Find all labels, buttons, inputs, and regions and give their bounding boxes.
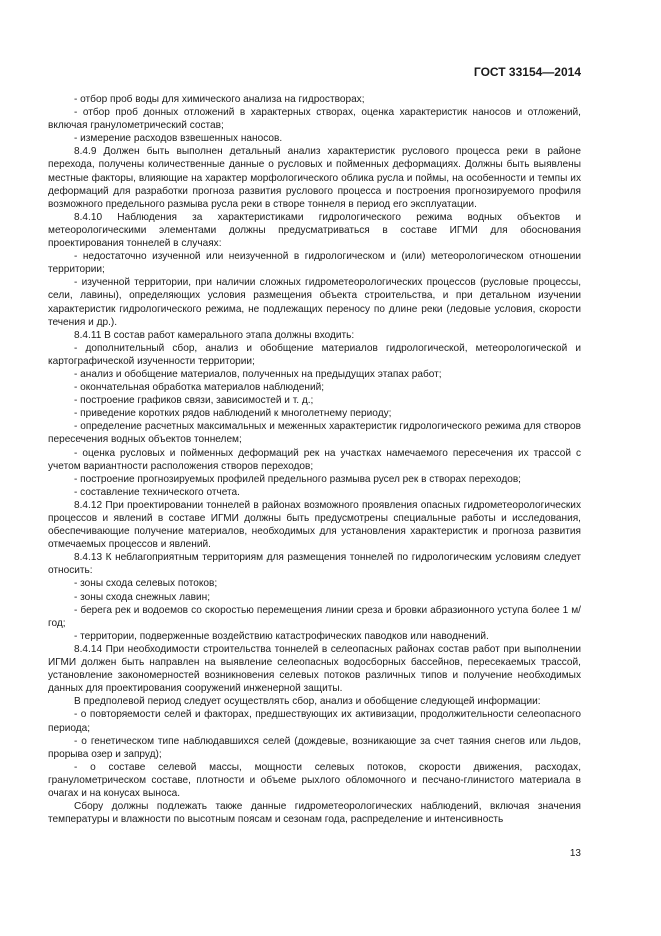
clause-8-4-13: 8.4.13 К неблагоприятным территориям для размещения тоннелей по гидрологическим условиям следует относить:	[48, 552, 581, 577]
paragraph: - построение прогнозируемых профилей предельного размыва русел рек в створах переходов;	[74, 473, 521, 485]
paragraph: - оценка русловых и пойменных деформаций рек на участках намечаемого пересечения их трассой с учетом вариантности расположения створов переходов;	[48, 447, 581, 472]
paragraph: - приведение коротких рядов наблюдений к многолетнему периоду;	[74, 408, 392, 420]
paragraph: В предполевой период следует осуществлять сбор, анализ и обобщение следующей информации:	[74, 696, 541, 708]
paragraph: - о генетическом типе наблюдавшихся селей (дождевые, возникающие за счет таяния снегов или льдов, прорыва озер и запруд);	[48, 735, 581, 760]
paragraph: - о составе селевой массы, мощности селевых потоков, скорости движения, расходах, гранулометрическом составе, плотности и объеме рыхлого обломочного и песчано-глинистого материала в очагах и на конусах выноса.	[48, 761, 581, 799]
paragraph: - измерение расходов взвешенных наносов.	[74, 133, 283, 145]
paragraph: - дополнительный сбор, анализ и обобщение материалов гидрологической, метеорологической и картографической изученности территории;	[48, 342, 581, 367]
document-body	[48, 93, 581, 826]
paragraph: - берега рек и водоемов со скоростью перемещения линии среза и бровки абразионного уступа более 1 м/год;	[48, 604, 581, 629]
paragraph: - составление технического отчета.	[74, 486, 240, 498]
paragraph: - отбор проб воды для химического анализа на гидростворах;	[74, 94, 365, 105]
paragraph: - территории, подверженные воздействию катастрофических паводков или наводнений.	[74, 630, 489, 642]
paragraph: - зоны схода селевых потоков;	[74, 578, 218, 590]
clause-8-4-9: 8.4.9 Должен быть выполнен детальный анализ характеристик руслового процесса реки в районе перехода, получены количественные данные о русловых и пойменных деформациях. Должны быть выявлены местные факторы, влияющие на характер морфологического облика русла и поймы, на особенности и темпы их деформаций для разработки прогноза развития руслового процесса и построения прогнозируемого профиля возможного предельного размыва русла реки в створе тоннеля в период его эксплуатации.	[48, 146, 581, 210]
paragraph: - определение расчетных максимальных и меженных характеристик гидрологического режима для створов пересечения водных объектов тоннелем;	[48, 421, 581, 446]
paragraph: - отбор проб донных отложений в характерных створах, оценка характеристик наносов и отложений, включая гранулометрический состав;	[48, 107, 581, 132]
paragraph: - анализ и обобщение материалов, полученных на предыдущих этапах работ;	[74, 368, 442, 380]
paragraph: - недостаточно изученной или неизученной в гидрологическом и (или) метеорологическом отношении территории;	[48, 251, 581, 276]
paragraph: Сбору должны подлежать также данные гидрометеорологических наблюдений, включая значения температуры и влажности по высотным поясам и сезонам года, распределение и интенсивность	[48, 801, 581, 826]
clause-8-4-10: 8.4.10 Наблюдения за характеристиками гидрологического режима водных объектов и метеорологическими элементами должны предусматриваться в составе ИГМИ для обоснования проектирования тоннелей в случаях:	[48, 211, 581, 250]
clause-8-4-11: 8.4.11 В состав работ камерального этапа должны входить:	[74, 329, 355, 341]
paragraph: - изученной территории, при наличии сложных гидрометеорологических процессов (русловые процессы, сели, лавины), определяющих условия размещения объекта строительства, и при детальном изучении характеристик гидрологического режима, не подлежащих переносу по длине реки (ледовые условия, скорости течения и др.).	[48, 277, 581, 328]
paragraph: - окончательная обработка материалов наблюдений;	[74, 382, 325, 394]
document-header: ГОСТ 33154—2014	[473, 65, 581, 79]
paragraph: - о повторяемости селей и факторах, предшествующих их активизации, продолжительности селеопасного периода;	[48, 709, 581, 734]
clause-8-4-12: 8.4.12 При проектировании тоннелей в районах возможного проявления опасных гидрометеорологических процессов и явлений в составе ИГМИ должны быть предусмотрены специальные работы и исследования, обеспечивающие получение материалов, необходимых для установления характеристик и прогноза развития отмечаемых процессов и явлений.	[48, 499, 581, 551]
paragraph: - зоны схода снежных лавин;	[74, 591, 211, 603]
clause-8-4-14: 8.4.14 При необходимости строительства тоннелей в селеопасных районах состав работ при выполнении ИГМИ должен быть направлен на выявление селеопасных водосборных бассейнов, пересекаемых трассой, установление закономерностей возникновения селевых потоков различных типов и получение необходимых данных для проектирования сооружений инженерной защиты.	[48, 643, 581, 695]
paragraph: - построение графиков связи, зависимостей и т. д.;	[74, 395, 314, 407]
page-number: 13	[569, 848, 581, 859]
